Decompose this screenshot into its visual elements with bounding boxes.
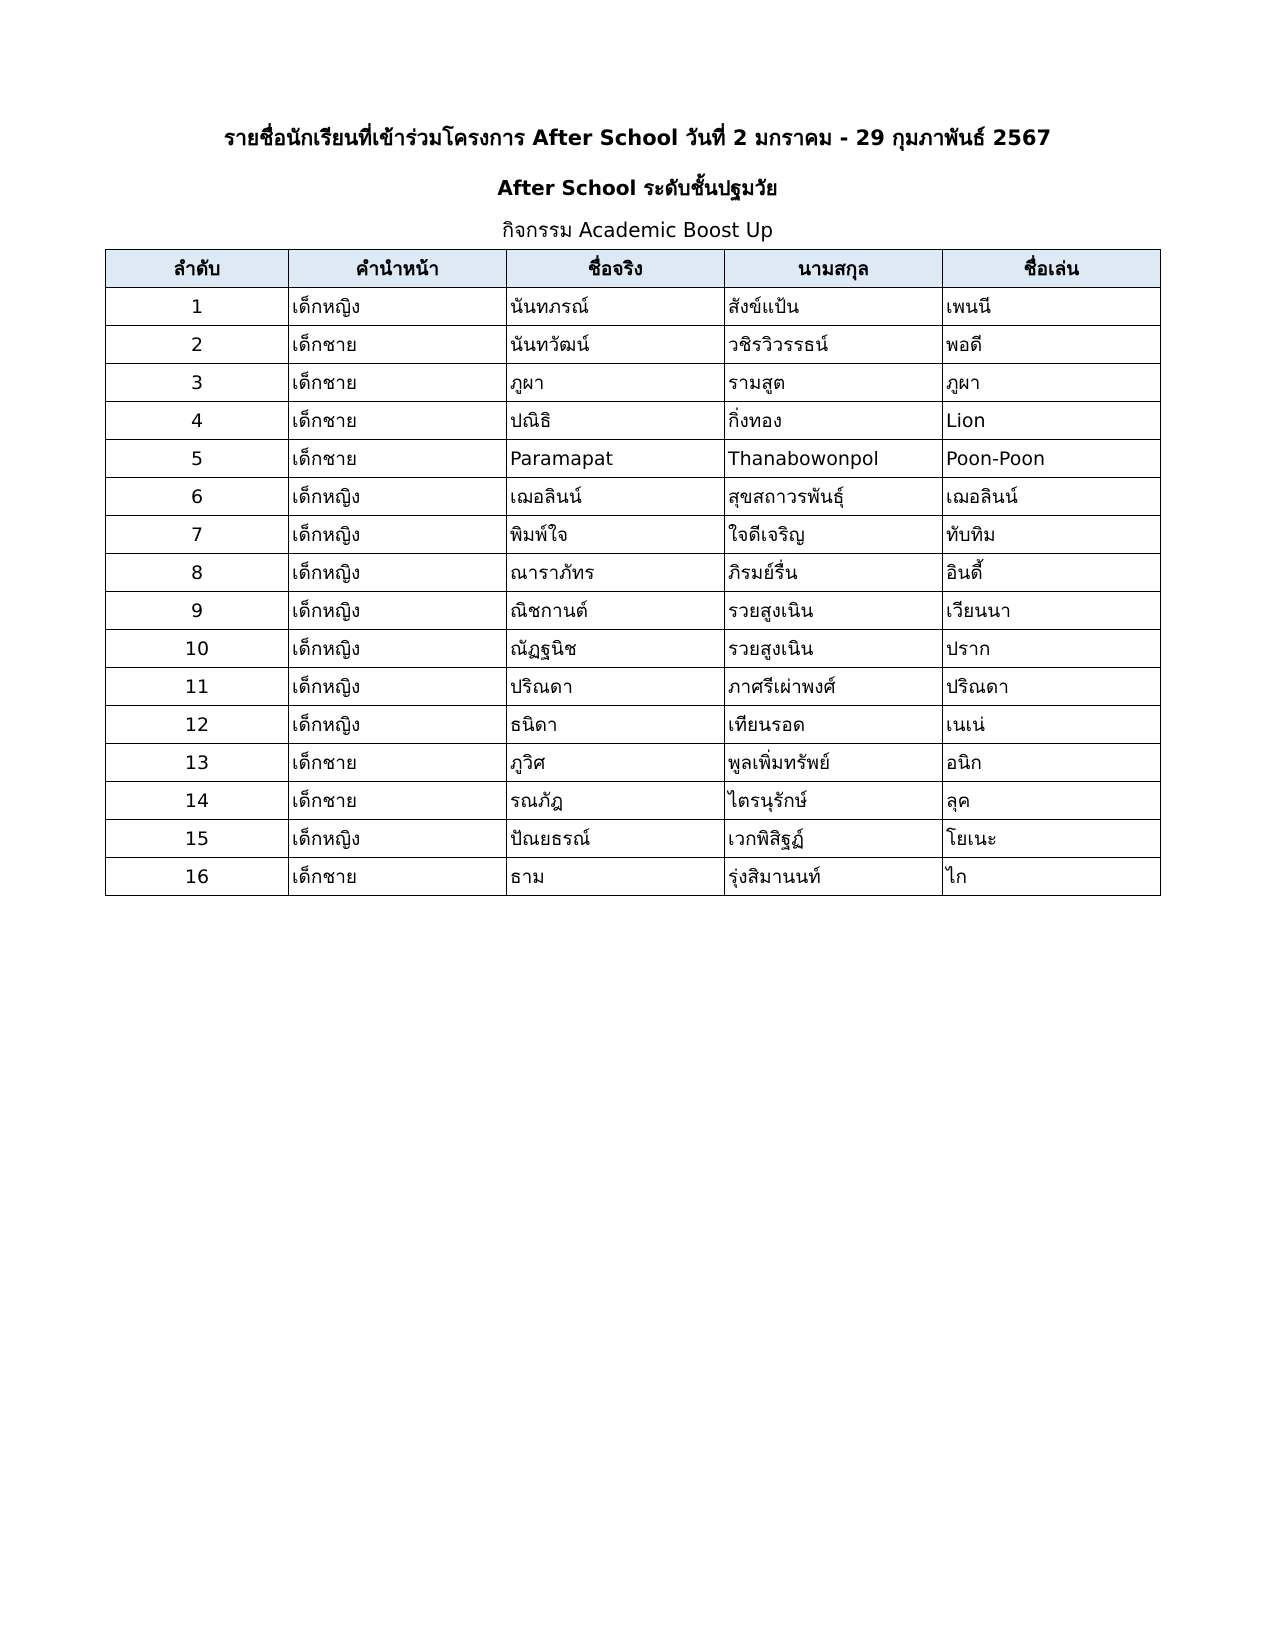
cell-first-name: ปณิธิ — [507, 402, 725, 440]
cell-last-name: รุ่งสิมานนท์ — [725, 858, 943, 896]
cell-last-name: ใจดีเจริญ — [725, 516, 943, 554]
cell-last-name: พูลเพิ่มทรัพย์ — [725, 744, 943, 782]
cell-first-name: นันทภรณ์ — [507, 288, 725, 326]
cell-order: 4 — [106, 402, 289, 440]
cell-nickname: เฌอลินน์ — [943, 478, 1161, 516]
cell-first-name: ธนิดา — [507, 706, 725, 744]
roster-header — [106, 250, 1161, 288]
cell-nickname: พอดี — [943, 326, 1161, 364]
cell-prefix: เด็กหญิง — [289, 630, 507, 668]
cell-first-name: ณาราภัทร — [507, 554, 725, 592]
cell-last-name: กิ่งทอง — [725, 402, 943, 440]
cell-nickname: ภูผา — [943, 364, 1161, 402]
cell-last-name: ไตรนุรักษ์ — [725, 782, 943, 820]
cell-nickname: ปริณดา — [943, 668, 1161, 706]
cell-order: 11 — [106, 668, 289, 706]
student-roster-table — [105, 249, 1161, 896]
cell-first-name: รณภัฎ — [507, 782, 725, 820]
cell-first-name: ณิชกานต์ — [507, 592, 725, 630]
cell-last-name: Thanabowonpol — [725, 440, 943, 478]
header-row — [106, 250, 1161, 288]
column-header-prefix: คำนำหน้า — [289, 250, 507, 288]
cell-nickname: เพนนี — [943, 288, 1161, 326]
cell-nickname: ทับทิม — [943, 516, 1161, 554]
cell-nickname: โยเนะ — [943, 820, 1161, 858]
cell-order: 13 — [106, 744, 289, 782]
column-header-nickname: ชื่อเล่น — [943, 250, 1161, 288]
column-header-order: ลำดับ — [106, 250, 289, 288]
cell-last-name: รามสูต — [725, 364, 943, 402]
cell-nickname: Poon-Poon — [943, 440, 1161, 478]
activity-heading: กิจกรรม Academic Boost Up — [501, 218, 774, 242]
table-row — [106, 820, 1161, 858]
cell-first-name: ธาม — [507, 858, 725, 896]
cell-prefix: เด็กหญิง — [289, 478, 507, 516]
cell-nickname: อินดี้ — [943, 554, 1161, 592]
table-row — [106, 858, 1161, 896]
cell-order: 5 — [106, 440, 289, 478]
cell-last-name: เวกพิสิฐฏ์ — [725, 820, 943, 858]
cell-last-name: ภิรมย์รื่น — [725, 554, 943, 592]
cell-prefix: เด็กชาย — [289, 402, 507, 440]
cell-nickname: ไก — [943, 858, 1161, 896]
table-row — [106, 402, 1161, 440]
table-row — [106, 478, 1161, 516]
cell-prefix: เด็กหญิง — [289, 288, 507, 326]
cell-nickname: ปราก — [943, 630, 1161, 668]
cell-last-name: รวยสูงเนิน — [725, 592, 943, 630]
cell-order: 1 — [106, 288, 289, 326]
column-header-first-name: ชื่อจริง — [507, 250, 725, 288]
cell-prefix: เด็กชาย — [289, 782, 507, 820]
cell-first-name: Paramapat — [507, 440, 725, 478]
cell-nickname: Lion — [943, 402, 1161, 440]
table-row — [106, 668, 1161, 706]
table-row — [106, 554, 1161, 592]
cell-order: 3 — [106, 364, 289, 402]
cell-prefix: เด็กชาย — [289, 440, 507, 478]
cell-first-name: ภูวิศ — [507, 744, 725, 782]
table-row — [106, 516, 1161, 554]
cell-last-name: สุขสถาวรพันธุ์ — [725, 478, 943, 516]
cell-first-name: ณัฏฐนิช — [507, 630, 725, 668]
cell-prefix: เด็กหญิง — [289, 592, 507, 630]
cell-order: 15 — [106, 820, 289, 858]
cell-order: 12 — [106, 706, 289, 744]
cell-order: 7 — [106, 516, 289, 554]
cell-prefix: เด็กชาย — [289, 364, 507, 402]
cell-first-name: พิมพ์ใจ — [507, 516, 725, 554]
cell-last-name: เทียนรอด — [725, 706, 943, 744]
cell-first-name: ภูผา — [507, 364, 725, 402]
document-subtitle: After School ระดับชั้นปฐมวัย — [497, 176, 778, 200]
table-row — [106, 630, 1161, 668]
cell-first-name: เฌอลินน์ — [507, 478, 725, 516]
cell-order: 2 — [106, 326, 289, 364]
cell-first-name: ปริณดา — [507, 668, 725, 706]
cell-first-name: ปัณยธรณ์ — [507, 820, 725, 858]
cell-last-name: วชิรวิวรรธน์ — [725, 326, 943, 364]
cell-prefix: เด็กหญิง — [289, 820, 507, 858]
document-title: รายชื่อนักเรียนที่เข้าร่วมโครงการ After School วันที่ 2 มกราคม - 29 กุมภาพันธ์ 2567 — [223, 126, 1052, 150]
cell-prefix: เด็กหญิง — [289, 516, 507, 554]
table-row — [106, 288, 1161, 326]
cell-order: 8 — [106, 554, 289, 592]
cell-first-name: นันทวัฒน์ — [507, 326, 725, 364]
cell-prefix: เด็กหญิง — [289, 668, 507, 706]
cell-nickname: เนเน่ — [943, 706, 1161, 744]
cell-prefix: เด็กหญิง — [289, 706, 507, 744]
cell-order: 14 — [106, 782, 289, 820]
table-row — [106, 592, 1161, 630]
cell-prefix: เด็กชาย — [289, 744, 507, 782]
table-row — [106, 744, 1161, 782]
cell-nickname: เวียนนา — [943, 592, 1161, 630]
cell-last-name: สังข์แป้น — [725, 288, 943, 326]
roster-body — [106, 288, 1161, 896]
cell-nickname: อนิก — [943, 744, 1161, 782]
cell-order: 9 — [106, 592, 289, 630]
cell-order: 16 — [106, 858, 289, 896]
cell-last-name: ภาศรีเผ่าพงศ์ — [725, 668, 943, 706]
table-row — [106, 706, 1161, 744]
table-row — [106, 440, 1161, 478]
table-row — [106, 782, 1161, 820]
cell-nickname: ลุค — [943, 782, 1161, 820]
cell-order: 6 — [106, 478, 289, 516]
table-row — [106, 364, 1161, 402]
cell-last-name: รวยสูงเนิน — [725, 630, 943, 668]
column-header-last-name: นามสกุล — [725, 250, 943, 288]
cell-order: 10 — [106, 630, 289, 668]
table-row — [106, 326, 1161, 364]
cell-prefix: เด็กหญิง — [289, 554, 507, 592]
cell-prefix: เด็กชาย — [289, 858, 507, 896]
cell-prefix: เด็กชาย — [289, 326, 507, 364]
